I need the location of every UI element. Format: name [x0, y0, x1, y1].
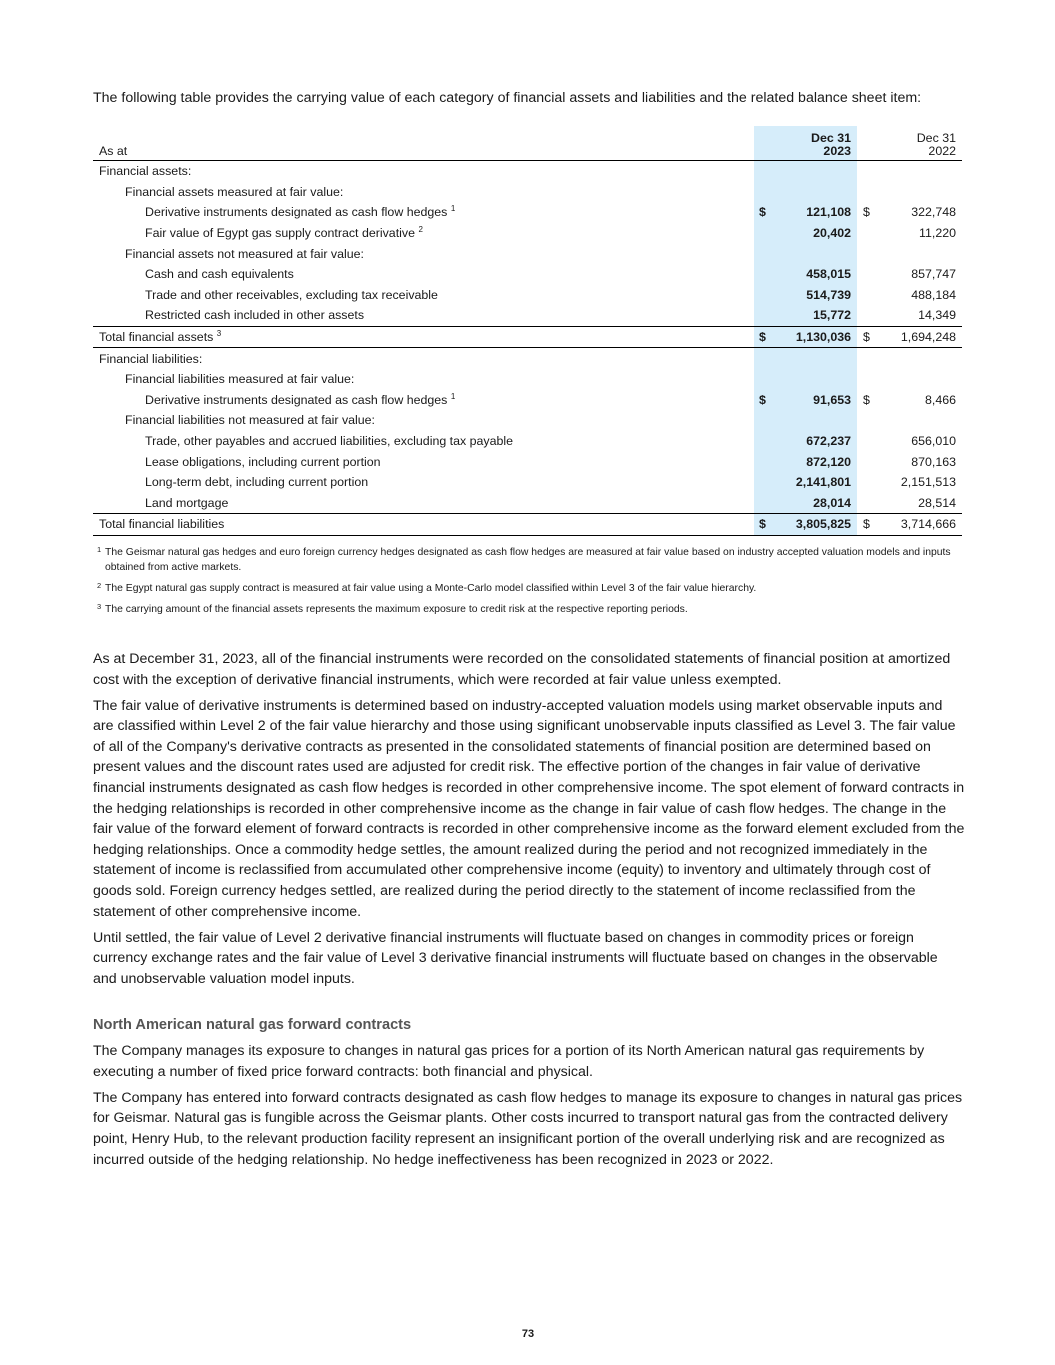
table-footnotes — [93, 545, 965, 623]
paragraph: The Company has entered into forward contracts designated as cash flow hedges to manage its exposure to changes in natural gas prices for Geismar. Natural gas is fungible across the Geismar plants. Other costs incurred to transport natural gas from the contracted delivery point, Henry Hub, to the relevant production facility represent an insignificant portion of the overall underlying risk and are recognized as incurred outside of the hedging relationship. No hedge ineffectiveness has been recognized in 2023 or 2022. — [93, 1089, 963, 1168]
table-row: Fair value of Egypt gas supply contract derivative $^2$ 20,402 11,220 — [93, 223, 962, 244]
subsection-header: Financial liabilities measured at fair value: — [93, 369, 962, 390]
section-heading: North American natural gas forward contracts — [93, 1016, 412, 1033]
table-row: Cash and cash equivalents 458,015 857,747 — [93, 264, 962, 285]
paragraph: The fair value of derivative instruments is determined based on industry-accepted valuation models using market observable inputs and are classified within Level 2 of the fair value hierarchy and those using significant unobservable inputs classified as Level 3. The fair value of all of the Company's derivative contracts as presented in the consolidated statements of financial position are determined based on present values and the discount rates used are adjusted for credit risk. The effective portion of the changes in fair value of derivative financial instruments designated as cash flow hedges is recorded in other comprehensive income. The spot element of forward contracts in the hedging relationships is recorded in other comprehensive income as the change in fair value of cash flow hedges. The change in the fair value of the forward element of forward contracts is recorded in other comprehensive income as the forward element excluded from the hedging relationships. Once a commodity hedge settles, the amount realized during the period and not recognized immediately in the statement of income is reclassified from accumulated other comprehensive income (equity) to inventory and ultimately through cost of goods sold. Foreign currency hedges settled, are realized during the period directly to the statement of income reclassified from the statement of other comprehensive income. — [93, 697, 965, 920]
table-row: Restricted cash included in other assets 15,772 14,349 — [93, 305, 962, 326]
section-header: Financial assets: — [93, 161, 962, 182]
table-row: Derivative instruments designated as cash flow hedges $^1$ $ 91,653 $ 8,466 — [93, 390, 962, 411]
page-number: 73 — [521, 1328, 535, 1340]
table-row: Trade, other payables and accrued liabilities, excluding tax payable 672,237 656,010 — [93, 431, 962, 452]
table-row: Land mortgage 28,014 28,514 — [93, 493, 962, 514]
footnote-2: 2 The Egypt natural gas supply contract is measured at fair value using a Monte-Carlo model classified within Level 3 of the fair value hierarchy. — [97, 581, 757, 594]
subsection-header: Financial liabilities not measured at fair value: — [93, 410, 962, 431]
column-header-2023: Dec 31 2023 — [786, 126, 857, 161]
table-row: Trade and other receivables, excluding tax receivable 514,739 488,184 — [93, 285, 962, 306]
paragraph: As at December 31, 2023, all of the financial instruments were recorded on the consolidated statements of financial position at amortized cost with the exception of derivative financial instruments, which were recorded at fair value unless exempted. — [93, 651, 951, 688]
column-header-2022: Dec 31 2022 — [877, 126, 962, 161]
paragraph: Until settled, the fair value of Level 2 derivative financial instruments will fluctuate based on changes in commodity prices or foreign currency exchange rates and the fair value of Level 3 derivative financial instruments will fluctuate based on changes in the observable and unobservable valuation model inputs. — [93, 929, 938, 987]
table-header-row — [93, 126, 962, 161]
paragraph: The Company manages its exposure to changes in natural gas prices for a portion of its North American natural gas requirements by executing a number of fixed price forward contracts: both financial and physical. — [93, 1043, 925, 1080]
intro-text: The following table provides the carrying value of each category of financial assets and liabilities and the related balance sheet item: — [93, 90, 922, 106]
subsection-header: Financial assets measured at fair value: — [93, 182, 962, 203]
table-row: Long-term debt, including current portion 2,141,801 2,151,513 — [93, 472, 962, 493]
subsection-header: Financial assets not measured at fair value: — [93, 243, 962, 264]
total-row: Total financial liabilities $ 3,805,825 $ 3,714,666 — [93, 514, 962, 536]
financial-instruments-table — [93, 126, 962, 536]
section-header: Financial liabilities: — [93, 348, 962, 369]
body-text — [93, 649, 965, 1176]
table-row: Derivative instruments designated as cash flow hedges $^1$ $ 121,108 $ 322,748 — [93, 202, 962, 223]
as-at-label: As at — [93, 126, 754, 161]
total-row: Total financial assets $^3$ $ 1,130,036 $ 1,694,248 — [93, 326, 962, 348]
footnote-3: 3 The carrying amount of the financial assets represents the maximum exposure to credit risk at the respective reporting periods. — [97, 602, 688, 615]
table-row: Lease obligations, including current portion 872,120 870,163 — [93, 451, 962, 472]
footnote-1: 1 The Geismar natural gas hedges and euro foreign currency hedges designated as cash flow hedges are measured at fair value based on industry accepted valuation models and inputs obtained from active markets. — [97, 545, 951, 573]
